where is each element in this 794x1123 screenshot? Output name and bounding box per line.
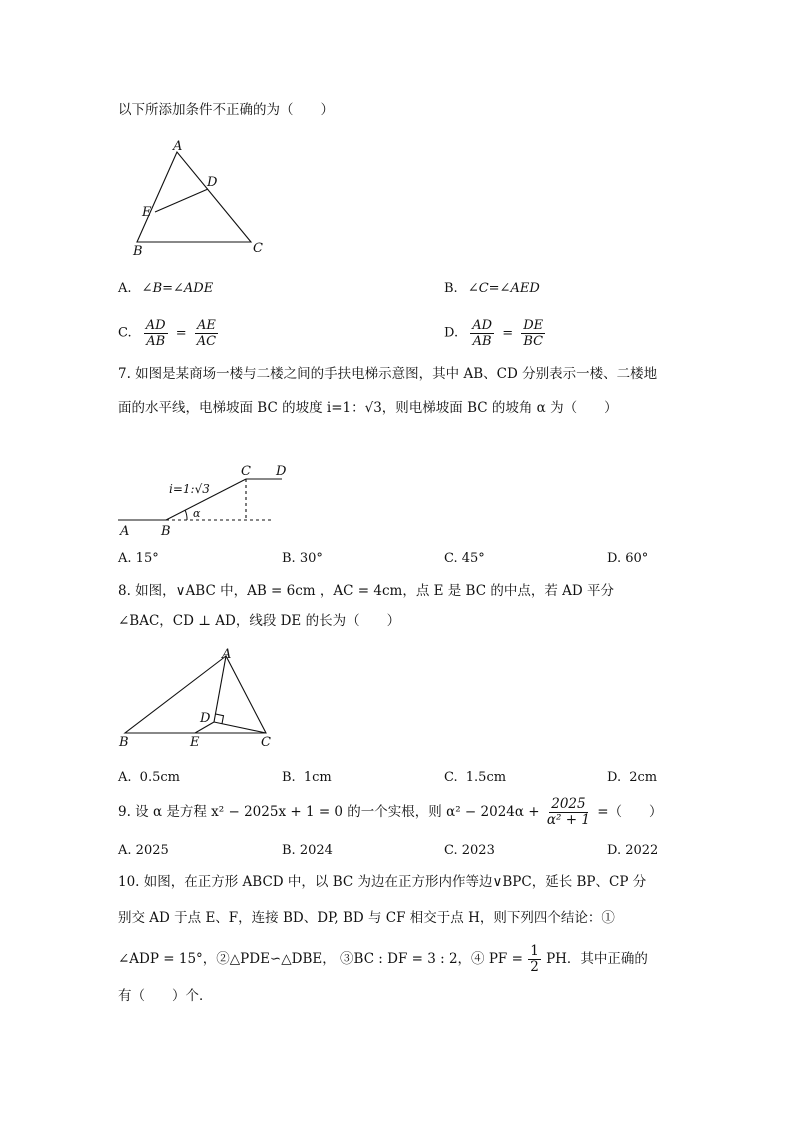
option-label: B. xyxy=(444,281,458,296)
numerator: 2025 xyxy=(551,796,586,812)
option-text: 2022 xyxy=(625,843,659,858)
option-text: 30° xyxy=(299,551,323,566)
label-b: B xyxy=(119,735,129,750)
option-label: D. xyxy=(607,843,622,858)
label-a: A xyxy=(120,524,130,539)
q7-stem-line2: 面的水平线，电梯坡面 BC 的坡度 i=1：√3，则电梯坡面 BC 的坡角 α 为（ ） xyxy=(118,400,618,416)
q9-option-a[interactable] xyxy=(118,841,169,861)
label-c: C xyxy=(261,735,271,750)
q8-stem-line2: ∠BAC，CD ⊥ AD，线段 DE 的长为（ ） xyxy=(118,613,401,629)
denominator: AB xyxy=(146,334,166,349)
option-text: 0.5cm xyxy=(139,770,180,785)
denominator: α² + 1 xyxy=(546,812,590,828)
q8-option-a[interactable] xyxy=(118,768,180,788)
q7-option-b[interactable] xyxy=(282,549,323,569)
option-text: ∠C=∠AED xyxy=(467,281,540,296)
q10-line3-start: ∠ADP = 15°，②△PDE∽△DBE， ③BC : DF = 3 : 2，④ PF = xyxy=(118,951,523,967)
option-label: C. xyxy=(118,325,132,341)
numerator: AD xyxy=(472,318,493,333)
denominator: AB xyxy=(472,334,492,349)
q9-prefix: 9. 设 α 是方程 x² − 2025x + 1 = 0 的一个实根，则 α² − 2024α + xyxy=(118,804,540,820)
denominator: BC xyxy=(523,334,544,349)
equals-sign: = xyxy=(175,325,187,341)
option-text: 2024 xyxy=(299,843,333,858)
q6-triangle-figure xyxy=(125,138,275,263)
option-label: D. xyxy=(607,551,622,566)
q6-option-a[interactable] xyxy=(118,279,213,299)
q6-option-d[interactable] xyxy=(444,318,546,349)
option-label: A. xyxy=(118,551,132,566)
q7-option-d[interactable] xyxy=(607,549,648,569)
q8-option-b[interactable] xyxy=(282,768,332,788)
q7-option-a[interactable] xyxy=(118,549,159,569)
q10-fraction-half xyxy=(528,944,541,975)
option-label: A. xyxy=(118,770,132,785)
segment-ad xyxy=(214,656,226,722)
q7-escalator-figure xyxy=(115,460,295,540)
label-b: B xyxy=(161,524,171,539)
q7-option-c[interactable] xyxy=(444,549,485,569)
q10-stem-line1: 10. 如图，在正方形 ABCD 中，以 BC 为边在正方形内作等边∨BPC，延长 BP、CP 分 xyxy=(118,874,647,890)
label-c: C xyxy=(241,464,251,479)
numerator: 1 xyxy=(530,943,539,959)
fraction-ad-ab xyxy=(470,318,494,349)
q9-suffix: =（ ） xyxy=(597,804,663,820)
q9-stem xyxy=(118,797,663,828)
slope-label: i=1:√3 xyxy=(169,482,210,496)
q8-option-c[interactable] xyxy=(444,768,506,788)
fraction-de-bc xyxy=(521,318,545,349)
triangle-abc xyxy=(137,152,251,242)
q10-line3-end: PH．其中正确的 xyxy=(546,951,648,967)
q9-option-c[interactable] xyxy=(444,841,495,861)
q6-stem: 以下所添加条件不正确的为（ ） xyxy=(118,102,334,118)
option-text: 1.5cm xyxy=(465,770,507,785)
option-label: B. xyxy=(282,551,296,566)
q8-option-d[interactable] xyxy=(607,768,657,788)
label-a: A xyxy=(222,647,232,662)
option-label: A. xyxy=(118,281,132,296)
q6-option-b[interactable] xyxy=(444,279,540,299)
numerator: DE xyxy=(523,318,544,333)
option-label: D. xyxy=(607,770,622,785)
numerator: AE xyxy=(196,318,216,333)
option-label: C. xyxy=(444,770,458,785)
q9-option-d[interactable] xyxy=(607,841,658,861)
option-label: C. xyxy=(444,843,458,858)
option-text: 15° xyxy=(135,551,159,566)
label-b: B xyxy=(133,244,143,259)
label-a: A xyxy=(173,139,183,154)
label-d: D xyxy=(200,711,211,726)
option-label: B. xyxy=(282,843,296,858)
numerator: AD xyxy=(145,318,166,333)
denominator: AC xyxy=(196,334,217,349)
label-c: C xyxy=(253,241,263,256)
option-text: 2cm xyxy=(629,770,658,785)
option-label: A. xyxy=(118,843,132,858)
q6-option-c[interactable] xyxy=(118,318,219,349)
option-text: 45° xyxy=(461,551,485,566)
q10-stem-line4: 有（ ）个． xyxy=(118,988,213,1004)
label-e: E xyxy=(190,735,200,750)
q9-option-b[interactable] xyxy=(282,841,333,861)
q7-stem-line1: 7. 如图是某商场一楼与二楼之间的手扶电梯示意图，其中 AB、CD 分别表示一楼、二楼地 xyxy=(118,366,658,382)
label-d: D xyxy=(207,175,218,190)
option-label: D. xyxy=(444,325,459,341)
angle-arc xyxy=(185,510,187,520)
alpha-label: α xyxy=(193,507,201,520)
denominator: 2 xyxy=(530,959,539,975)
option-text: 60° xyxy=(625,551,649,566)
triangle-abc xyxy=(125,656,266,733)
q10-stem-line2: 别交 AD 于点 E、F，连接 BD、DP, BD 与 CF 相交于点 H，则下列四个结论：① xyxy=(118,910,615,926)
fraction-ae-ac xyxy=(195,318,218,349)
equals-sign: = xyxy=(502,325,514,341)
q8-triangle-figure xyxy=(113,644,283,754)
segment-de xyxy=(155,189,208,212)
option-label: B. xyxy=(282,770,296,785)
option-text: ∠B=∠ADE xyxy=(141,281,214,296)
option-text: 2025 xyxy=(135,843,169,858)
q8-stem-line1: 8. 如图，∨ABC 中，AB = 6cm ，AC = 4cm，点 E 是 BC 的中点，若 AD 平分 xyxy=(118,583,614,599)
q9-fraction xyxy=(545,797,592,828)
option-text: 1cm xyxy=(303,770,332,785)
label-e: E xyxy=(142,205,152,220)
q10-stem-line3 xyxy=(118,944,648,975)
option-label: C. xyxy=(444,551,458,566)
fraction-ad-ab xyxy=(144,318,168,349)
option-text: 2023 xyxy=(461,843,495,858)
label-d: D xyxy=(276,464,287,479)
